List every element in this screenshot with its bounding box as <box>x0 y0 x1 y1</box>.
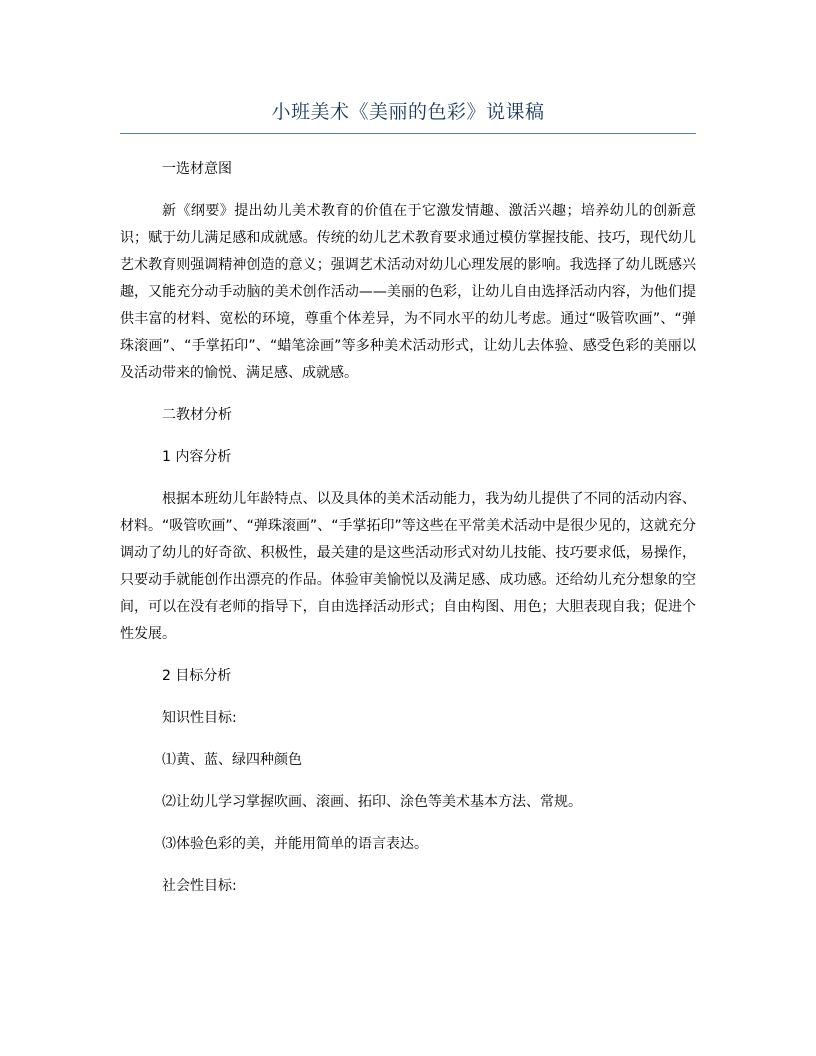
document-title: 小班美术《美丽的色彩》说课稿 <box>271 101 545 123</box>
subheading-goal-analysis: 2 目标分析 <box>162 668 232 684</box>
paragraph-selection-intent: 新《纲要》提出幼儿美术教育的价值在于它激发情趣、激活兴趣；培养幼儿的创新意识；赋于幼儿满足感和成就感。传统的幼儿艺术教育要求通过模仿掌握技能、技巧，现代幼儿艺术教育则强调精神创造的意义；强调艺术活动对幼儿心理发展的影响。我选择了幼儿既感兴趣，又能充分动手动脑的美术创作活动——美丽的色彩，让幼儿自由选择活动内容，为他们提供丰富的材料、宽松的环境，尊重个体差异，为不同水平的幼儿考虑。通过“吸管吹画”、“弹珠滚画”、“手掌拓印”、“蜡笔涂画”等多种美术活动形式，让幼儿去体验、感受色彩的美丽以及活动带来的愉悦、满足感、成就感。 <box>120 203 696 381</box>
subheading-content-analysis: 1 内容分析 <box>162 449 232 465</box>
social-goals-label: 社会性目标: <box>162 878 237 894</box>
title-underline <box>120 133 696 134</box>
section-heading-selection-intent: 一选材意图 <box>162 161 232 177</box>
document-body <box>120 156 696 915</box>
goal-item-1: ⑴黄、蓝、绿四种颜色 <box>162 752 302 768</box>
goal-item-3: ⑶体验色彩的美，并能用简单的语言表达。 <box>162 836 428 852</box>
paragraph-content-analysis: 根据本班幼儿年龄特点、以及具体的美术活动能力，我为幼儿提供了不同的活动内容、材料。“吸管吹画”、“弹珠滚画”、“手掌拓印”等这些在平常美术活动中是很少见的，这就充分调动了幼儿的好奇欲、积极性，最关建的是这些活动形式对幼儿技能、技巧要求低，易操作，只要动手就能创作出漂亮的作品。体验审美愉悦以及满足感、成功感。还给幼儿充分想象的空间，可以在没有老师的指导下，自由选择活动形式；自由构图、用色；大胆表现自我；促进个性发展。 <box>120 491 696 642</box>
goal-item-2: ⑵让幼儿学习掌握吹画、滚画、拓印、涂色等美术基本方法、常规。 <box>162 794 582 810</box>
section-heading-material-analysis: 二教材分析 <box>162 407 232 423</box>
knowledge-goals-label: 知识性目标: <box>162 710 237 726</box>
